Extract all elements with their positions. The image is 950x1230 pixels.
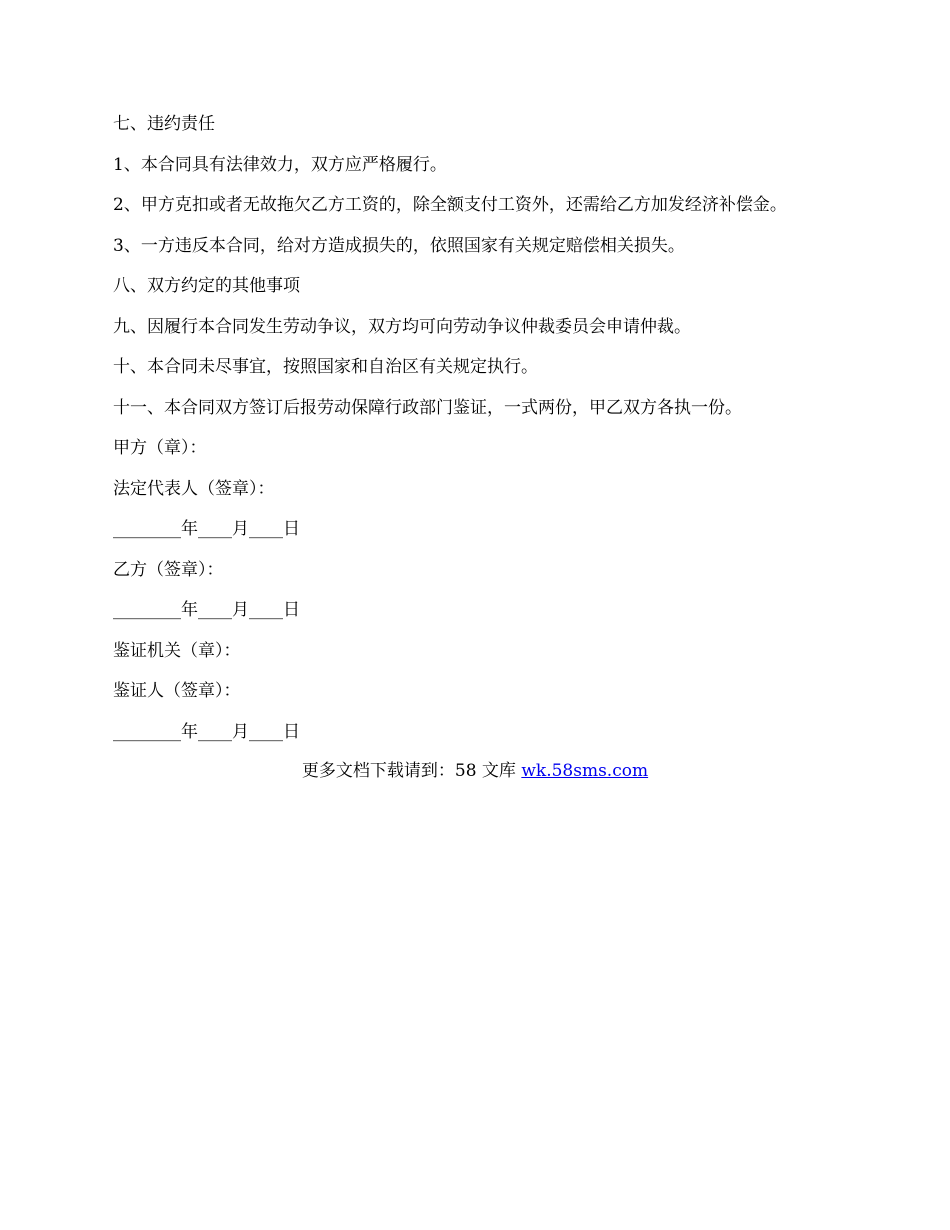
party-b-signature: 乙方（签章）： xyxy=(113,559,224,580)
date-line-verification: ________年____月____日 xyxy=(113,721,300,742)
clause-1: 1、本合同具有法律效力，双方应严格履行。 xyxy=(113,154,447,175)
footer-link[interactable]: wk.58sms.com xyxy=(521,761,649,781)
legal-representative-signature: 法定代表人（签章）： xyxy=(113,478,275,499)
verifier-signature: 鉴证人（签章）： xyxy=(113,681,241,701)
clause-unspecified: 十、本合同未尽事宜，按照国家和自治区有关规定执行。 xyxy=(113,357,538,377)
clause-2: 2、甲方克扣或者无故拖欠乙方工资的，除全额支付工资外，还需给乙方加发经济补偿金。 xyxy=(113,195,787,215)
clause-verification: 十一、本合同双方签订后报劳动保障行政部门鉴证，一式两份，甲乙双方各执一份。 xyxy=(113,397,742,418)
section-heading-other: 八、双方约定的其他事项 xyxy=(113,276,300,296)
party-a-seal: 甲方（章）： xyxy=(113,438,207,458)
document-body xyxy=(113,110,873,758)
footer xyxy=(0,757,950,785)
date-line-party-b: ________年____月____日 xyxy=(113,600,300,620)
footer-text: 更多文档下载请到：58 文库 xyxy=(301,761,522,781)
verification-authority-seal: 鉴证机关（章）： xyxy=(113,640,241,661)
section-heading-breach: 七、违约责任 xyxy=(113,114,215,134)
clause-3: 3、一方违反本合同，给对方造成损失的，依照国家有关规定赔偿相关损失。 xyxy=(113,235,685,256)
clause-dispute: 九、因履行本合同发生劳动争议，双方均可向劳动争议仲裁委员会申请仲裁。 xyxy=(113,316,691,337)
date-line-party-a: ________年____月____日 xyxy=(113,519,300,539)
